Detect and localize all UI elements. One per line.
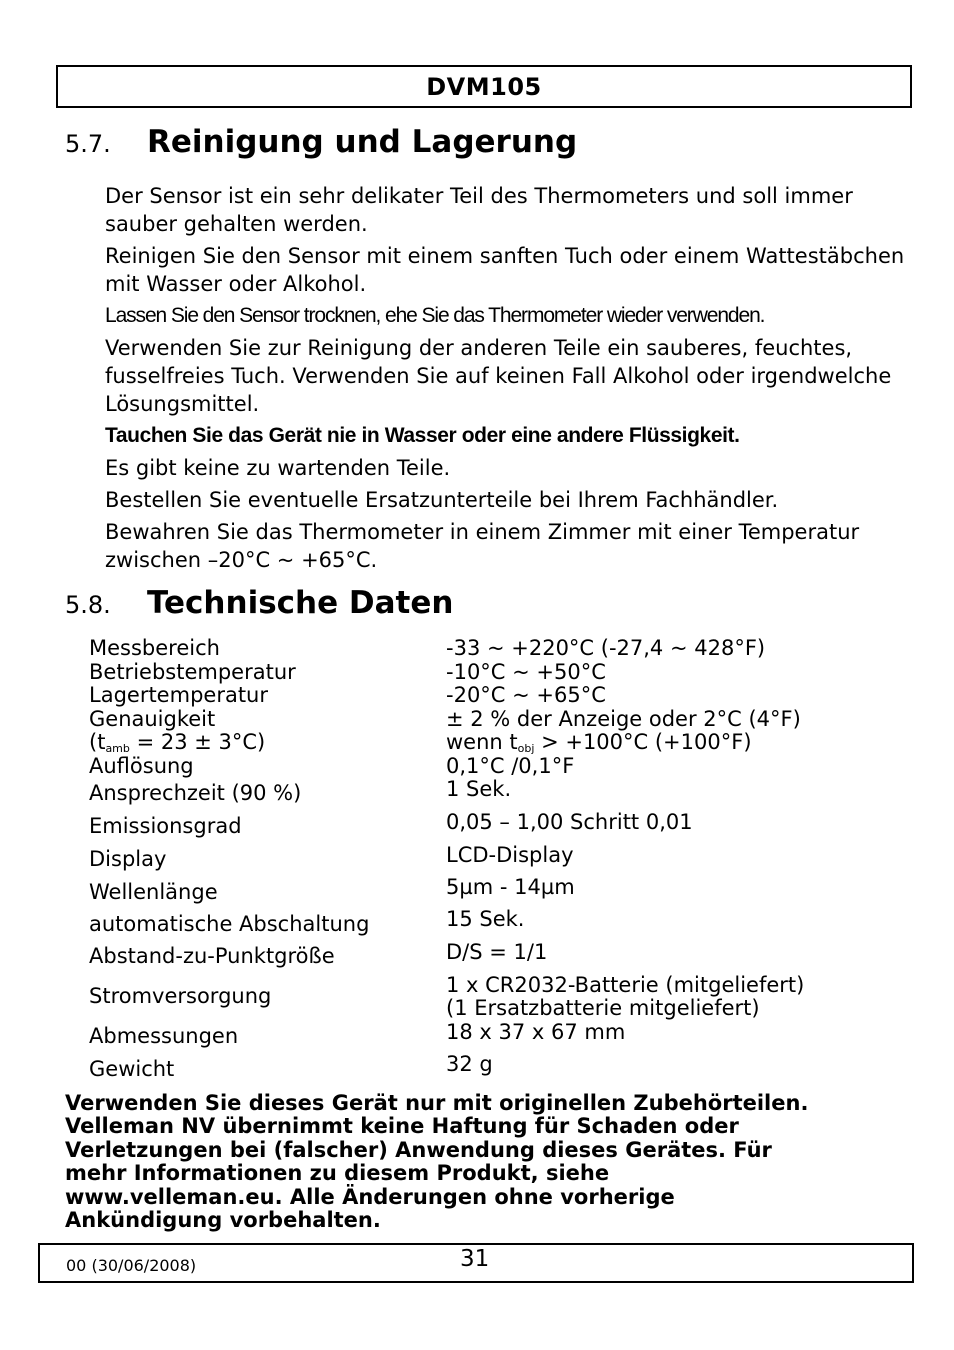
spec-value-dimensions: 18 x 37 x 67 mm — [446, 1020, 626, 1044]
spec-value-response-time: 1 Sek. — [446, 777, 512, 801]
spec-label-operating-temp: Betriebstemperatur — [89, 660, 296, 684]
section-heading-specs — [65, 585, 453, 621]
spec-label-accuracy: Genauigkeit — [89, 707, 216, 731]
paragraph: Es gibt keine zu wartenden Teile. — [105, 456, 451, 480]
spec-label-ambient-condition: $(t_{amb} = 23 \pm 3^\circ C)$ — [89, 730, 266, 755]
spec-value-operating-temp: -10°C ~ +50°C — [446, 660, 606, 684]
spec-value-storage-temp: -20°C ~ +65°C — [446, 683, 606, 707]
notice-line: Verwenden Sie dieses Gerät nur mit originellen Zubehörteilen. — [65, 1091, 809, 1115]
spec-label-dimensions: Abmessungen — [89, 1024, 239, 1048]
spec-value-range: -33 ~ +220°C (-27,4 ~ 428°F) — [446, 636, 766, 660]
document-footer — [38, 1243, 914, 1283]
page-number: 31 — [460, 1246, 490, 1272]
paragraph: Der Sensor ist ein sehr delikater Teil des Thermometers und soll immer sauber gehalten werden. — [105, 184, 853, 236]
spec-label-storage-temp: Lagertemperatur — [89, 683, 268, 707]
spec-label-weight: Gewicht — [89, 1057, 175, 1081]
spec-value-power-line1: 1 x CR2032-Batterie (mitgeliefert) — [446, 973, 805, 997]
spec-value-emissivity: 0,05 – 1,00 Schritt 0,01 — [446, 810, 693, 834]
spec-value-weight: 32 g — [446, 1052, 493, 1076]
spec-value-wavelength: 5µm - 14µm — [446, 875, 575, 899]
spec-label-distance-spot: Abstand-zu-Punktgröße — [89, 944, 335, 968]
spec-label-range: Messbereich — [89, 636, 220, 660]
spec-label-resolution: Auflösung — [89, 754, 194, 778]
spec-value-accuracy: ± 2 % der Anzeige oder 2°C (4°F) — [446, 707, 801, 731]
spec-label-response-time: Ansprechzeit (90 %) — [89, 781, 302, 805]
paragraph: Bestellen Sie eventuelle Ersatzunterteile bei Ihrem Fachhändler. — [105, 488, 779, 512]
spec-value-auto-off: 15 Sek. — [446, 907, 525, 931]
spec-value-distance-spot: D/S = 1/1 — [446, 940, 548, 964]
section-heading-cleaning — [65, 124, 577, 160]
document-header — [56, 65, 912, 108]
model-title: DVM105 — [426, 72, 542, 101]
notice-line: Verletzungen bei (falscher) Anwendung dieses Gerätes. Für — [65, 1137, 772, 1162]
notice-line: Velleman NV übernimmt keine Haftung für Schaden oder — [65, 1114, 739, 1139]
spec-label-wavelength: Wellenlänge — [89, 880, 218, 904]
spec-label-emissivity: Emissionsgrad — [89, 814, 242, 838]
spec-value-resolution: 0,1°C /0,1°F — [446, 754, 575, 778]
paragraph: Bewahren Sie das Thermometer in einem Zimmer mit einer Temperatur zwischen –20°C ~ +65°C. — [105, 520, 860, 572]
paragraph: Reinigen Sie den Sensor mit einem sanften Tuch oder einem Wattestäbchen mit Wasser oder Alkohol. — [105, 244, 905, 296]
section-title: Reinigung und Lagerung — [147, 124, 578, 160]
legal-notice — [65, 1092, 895, 1232]
paragraph: Verwenden Sie zur Reinigung der anderen Teile ein sauberes, feuchtes, fusselfreies Tuch. Verwenden Sie auf keinen Fall Alkohol oder irgendwelche Lösungsmittel. — [105, 336, 892, 416]
version-date: 00 (30/06/2008) — [66, 1256, 197, 1275]
warning-paragraph: Tauchen Sie das Gerät nie in Wasser oder eine andere Flüssigkeit. — [105, 424, 740, 447]
notice-line: Ankündigung vorbehalten. — [65, 1208, 381, 1233]
spec-label-power: Stromversorgung — [89, 984, 272, 1008]
spec-label-display: Display — [89, 847, 167, 871]
notice-line: www.velleman.eu. Alle Änderungen ohne vorherige — [65, 1184, 675, 1209]
section-number: 5.7. — [65, 130, 111, 158]
notice-line: mehr Informationen zu diesem Produkt, siehe — [65, 1161, 610, 1186]
paragraph: Lassen Sie den Sensor trocknen, ehe Sie das Thermometer wieder verwenden. — [105, 304, 765, 327]
spec-value-power-line2: (1 Ersatzbatterie mitgeliefert) — [446, 996, 760, 1020]
spec-label-auto-off: automatische Abschaltung — [89, 912, 370, 936]
section-title: Technische Daten — [147, 585, 454, 621]
spec-value-object-condition: wenn $t_{obj} > +100^\circ C$ (+100°F) — [446, 730, 752, 755]
spec-value-display: LCD-Display — [446, 843, 574, 867]
section-number: 5.8. — [65, 591, 111, 619]
